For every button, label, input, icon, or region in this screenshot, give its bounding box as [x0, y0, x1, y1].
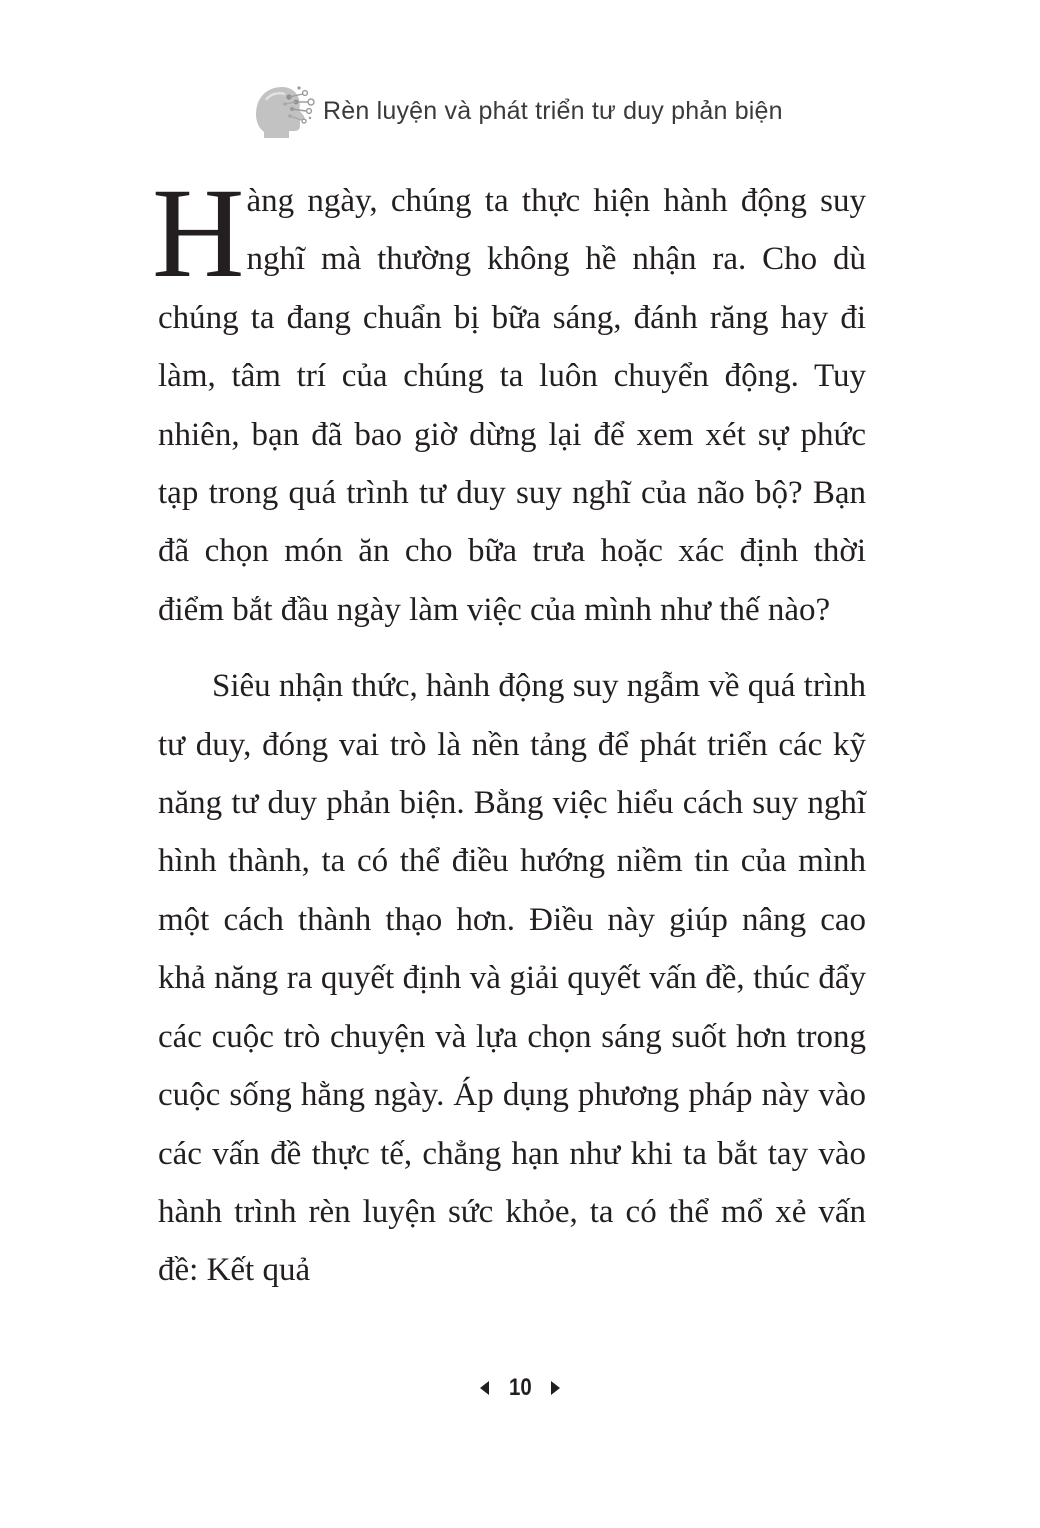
page-number: 10	[508, 1374, 532, 1401]
drop-cap: H	[152, 162, 245, 304]
page-body	[152, 162, 866, 1300]
running-header	[252, 80, 783, 140]
head-with-gears-icon	[252, 80, 316, 140]
paragraph-text: àng ngày, chúng ta thực hiện hành động suy nghĩ mà thường không hề nhận ra. Cho dù chúng ta đang chuẩn bị bữa sáng, đánh răng hay đi làm, tâm trí của chúng ta luôn chuyển động. Tuy nhiên, bạn đã bao giờ dừng lại để xem xét sự phức tạp trong quá trình tư duy suy nghĩ của não bộ? Bạn đã chọn món ăn cho bữa trưa hoặc xác định thời điểm bắt đầu ngày làm việc của mình như thế nào?	[158, 183, 866, 628]
triangle-right-icon	[551, 1381, 560, 1395]
page-footer	[0, 1370, 1040, 1406]
paragraph	[152, 162, 866, 639]
paragraph: Siêu nhận thức, hành động suy ngẫm về quá trình tư duy, đóng vai trò là nền tảng để phát triển các kỹ năng tư duy phản biện. Bằng việc hiểu cách suy nghĩ hình thành, ta có thể điều hướng niềm tin của mình một cách thành thạo hơn. Điều này giúp nâng cao khả năng ra quyết định và giải quyết vấn đề, thúc đẩy các cuộc trò chuyện và lựa chọn sáng suốt hơn trong cuộc sống hằng ngày. Áp dụng phương pháp này vào các vấn đề thực tế, chẳng hạn như khi ta bắt tay vào hành trình rèn luyện sức khỏe, ta có thể mổ xẻ vấn đề: Kết quả	[158, 668, 866, 1289]
running-header-title: Rèn luyện và phát triển tư duy phản biện	[323, 96, 783, 125]
triangle-left-icon	[480, 1381, 489, 1395]
